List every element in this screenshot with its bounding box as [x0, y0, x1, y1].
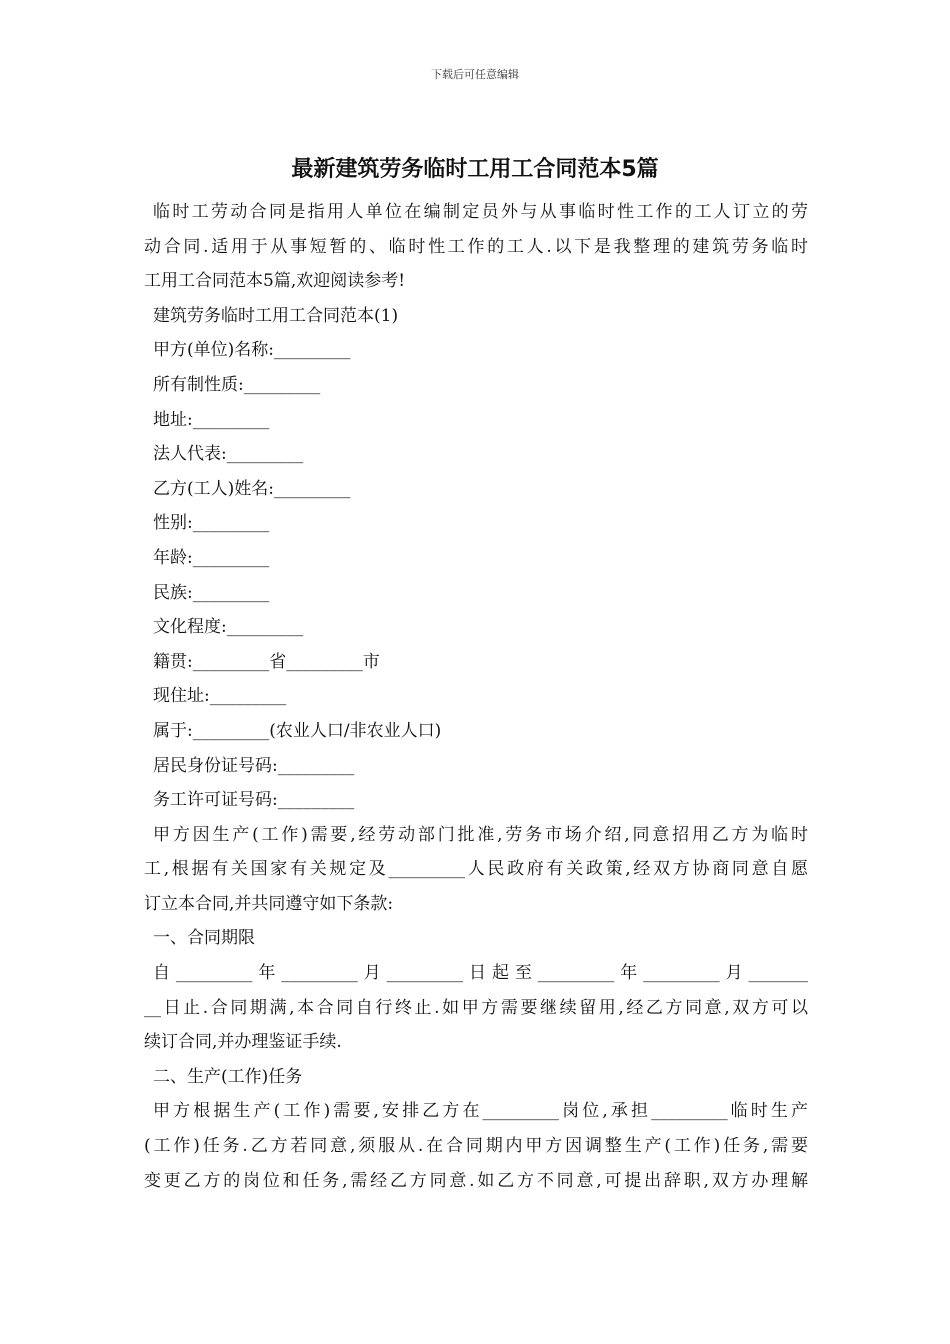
- text-line: 居民身份证号码:_________: [153, 755, 355, 776]
- text-line: 工用工合同范本5篇,欢迎阅读参考!: [144, 271, 406, 292]
- text-line: 法人代表:_________: [153, 444, 304, 465]
- text-line: 籍贯:_________省_________市: [153, 651, 380, 672]
- header-note: 下载后可任意编辑: [431, 68, 519, 81]
- text-line: 工,根据有关国家有关规定及_________人民政府有关政策,经双方协商同意自愿: [144, 859, 808, 880]
- text-line: 文化程度:_________: [153, 617, 304, 638]
- text-line: 二、生产(工作)任务: [153, 1066, 303, 1087]
- text-line: 性别:_________: [153, 513, 270, 534]
- text-line: 民族:_________: [153, 582, 270, 603]
- text-line: 临时工劳动合同是指用人单位在编制定员外与从事临时性工作的工人订立的劳: [153, 202, 808, 222]
- text-line: __日止.合同期满,本合同自行终止.如甲方需要继续留用,经乙方同意,双方可以: [144, 997, 808, 1018]
- text-line: 续订合同,并办理鉴证手续.: [144, 1032, 342, 1053]
- text-line: 订立本合同,并共同遵守如下条款:: [144, 893, 394, 914]
- text-line: (工作)任务.乙方若同意,须服从.在合同期内甲方因调整生产(工作)任务,需要: [144, 1136, 808, 1157]
- text-line: 务工许可证号码:_________: [153, 790, 355, 811]
- text-line: 乙方(工人)姓名:_________: [153, 478, 351, 499]
- text-line: 甲方(单位)名称:_________: [153, 340, 351, 361]
- text-line: 甲方根据生产(工作)需要,安排乙方在_________岗位,承担_________临时生产: [153, 1101, 808, 1122]
- document-title: 最新建筑劳务临时工用工合同范本5篇: [291, 157, 659, 182]
- text-line: 地址:_________: [153, 409, 270, 430]
- text-line: 年龄:_________: [153, 547, 270, 568]
- text-line: 一、合同期限: [153, 928, 255, 949]
- text-line: 现住址:_________: [153, 686, 287, 707]
- text-line: 所有制性质:_________: [153, 374, 321, 395]
- text-line: 属于:_________(农业人口/非农业人口): [153, 720, 442, 741]
- document-body: [144, 195, 808, 1198]
- text-line: 动合同.适用于从事短暂的、临时性工作的工人.以下是我整理的建筑劳务临时: [144, 236, 808, 257]
- text-line: 自_________年_________月_________日起至_________年_________月_______: [153, 963, 808, 984]
- text-line: 变更乙方的岗位和任务,需经乙方同意.如乙方不同意,可提出辞职,双方办理解: [144, 1170, 808, 1191]
- text-line: 建筑劳务临时工用工合同范本(1): [153, 305, 399, 326]
- text-line: 甲方因生产(工作)需要,经劳动部门批准,劳务市场介绍,同意招用乙方为临时: [153, 824, 808, 845]
